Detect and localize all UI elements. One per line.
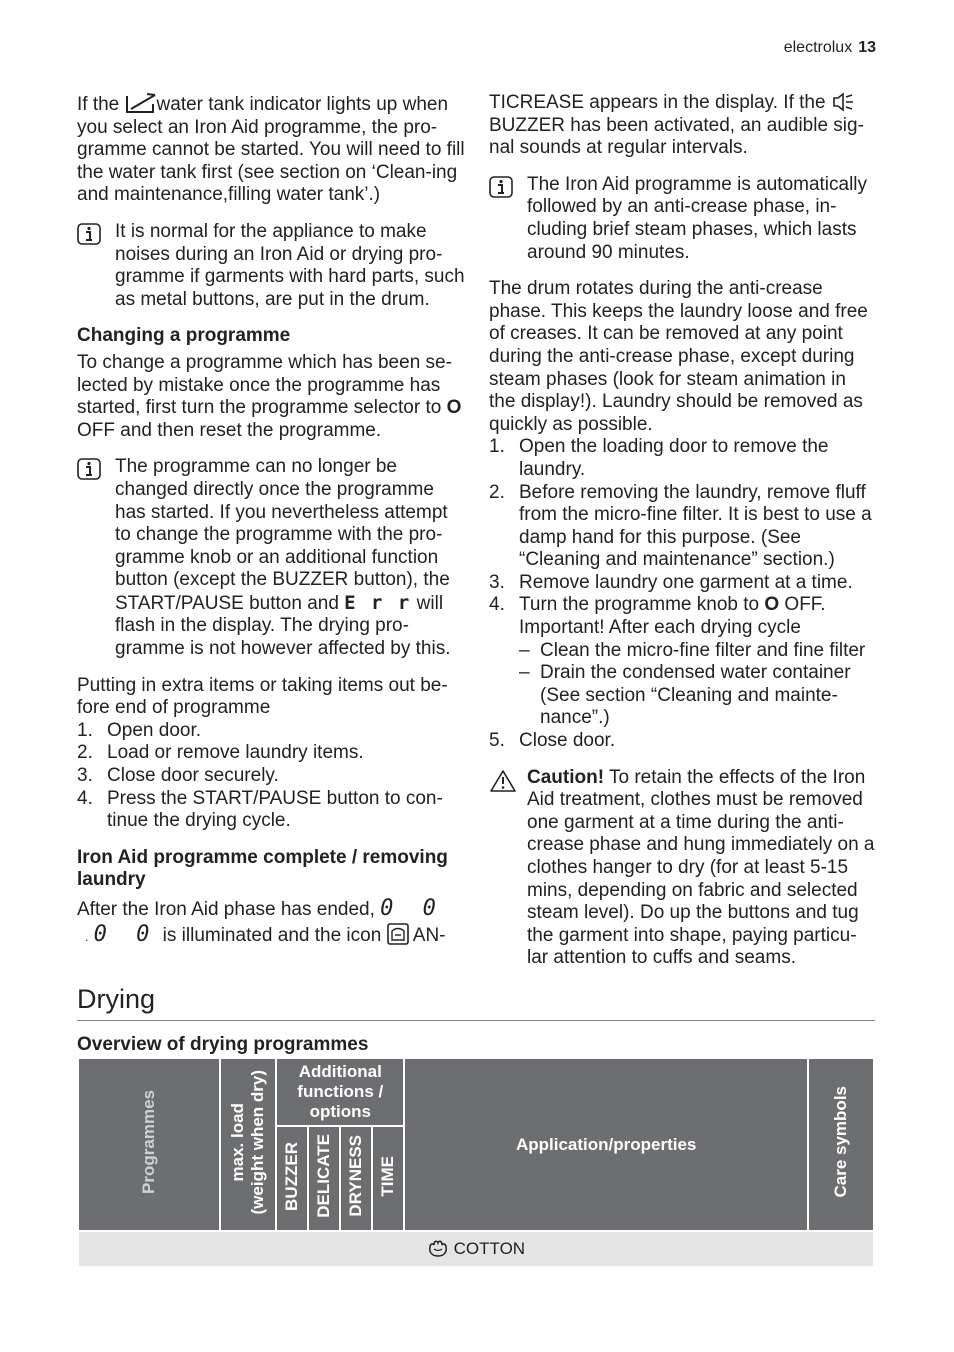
extra-items-paragraph: Putting in extra items or taking items out be-fore end of programme bbox=[77, 674, 448, 719]
list-item: – Clean the micro-fine filter and fine filter bbox=[519, 639, 866, 661]
section-title: Drying bbox=[77, 982, 875, 1021]
extra-items-steps bbox=[77, 720, 465, 833]
water-tank-paragraph: If the water tank indicator lights up when you select an Iron Aid programme, the pro-gramme cannot be started. You will need to fill the water tank first (see section on ‘Clean-ing and maintenance,filling water tank’.) bbox=[77, 94, 465, 206]
list-item: 3. Close door securely. bbox=[77, 765, 279, 787]
col-additional-functions: Additional functions / options bbox=[276, 1058, 404, 1126]
info-icon bbox=[77, 458, 101, 480]
col-programmes: Programmes bbox=[78, 1058, 220, 1231]
error-display-text: E r r bbox=[344, 591, 412, 614]
after-iron-aid-paragraph: After the Iron Aid phase has ended, 0 0 . 0 0 is illuminated and the icon AN- bbox=[77, 896, 446, 947]
info-note-anticrease: The Iron Aid programme is automatically followed by an anti-crease phase, in-cluding brief steam phases, which lasts around 90 minutes. bbox=[489, 174, 877, 264]
caution-note: Caution! To retain the effects of the Iron Aid treatment, clothes must be removed one garment at a time during the anti-crease phase and hung immediately on a clothes hanger to dry (for at least 5-15 mins, depending on fabric and selected steam level). Do up the buttons and tug the garment into shape, paying particu-lar attention to cuffs and seams. bbox=[489, 767, 877, 970]
heading-iron-aid-complete: Iron Aid programme complete / removing laundry bbox=[77, 846, 448, 891]
list-item: – Drain the condensed water container (See section “Cleaning and mainte-nance”.) bbox=[519, 662, 851, 729]
list-item: 3. Remove laundry one garment at a time. bbox=[489, 571, 853, 593]
list-item: 5. Close door. bbox=[489, 730, 616, 752]
anticrease-icon bbox=[387, 923, 409, 945]
page-number: 13 bbox=[858, 39, 876, 56]
right-column bbox=[489, 92, 877, 984]
col-care-symbols: Care symbols bbox=[808, 1058, 874, 1231]
info-note-noise: It is normal for the appliance to make noises during an Iron Aid or drying pro-gramme if garments with hard parts, such as metal buttons, are put in the drum. bbox=[77, 221, 465, 311]
removal-steps bbox=[489, 436, 877, 752]
page-header bbox=[784, 37, 876, 60]
heading-changing-programme: Changing a programme bbox=[77, 325, 291, 347]
col-delicate: DELICATE bbox=[308, 1126, 340, 1231]
brand-name: electrolux bbox=[783, 39, 853, 56]
col-dryness: DRYNESS bbox=[340, 1126, 372, 1231]
change-paragraph: To change a programme which has been se-lected by mistake once the programme has started, first turn the programme selector to O OFF and then reset the programme. bbox=[77, 351, 462, 441]
list-item: 2. Before removing the laundry, remove fluff from the micro-fine filter. It is best to use a damp hand for this purpose. (See “Cleaning and maintenance” section.) bbox=[489, 481, 872, 571]
water-tank-icon bbox=[125, 92, 157, 114]
section-subtitle: Overview of drying programmes bbox=[77, 1034, 369, 1055]
info-icon bbox=[77, 223, 101, 245]
col-application: Application/properties bbox=[404, 1058, 808, 1231]
drum-rotates-paragraph: The drum rotates during the anti-crease phase. This keeps the laundry loose and free of creases. It can be removed at any point during the anti-crease phase, except during steam phases (look for steam animation in the display!). Laundry should be removed as quickly as possible. bbox=[489, 278, 868, 435]
after-cycle-list bbox=[519, 640, 877, 730]
list-item: 4. Press the START/PAUSE button to con-tinue the drying cycle. bbox=[77, 787, 443, 832]
info-note-change: The programme can no longer be changed directly once the programme has started. If you nevertheless attempt to change the programme with the pro-gramme knob or an additional function button (except the BUZZER button), the START/PAUSE button and E r r will flash in the display. The drying pro-gramme is not however affected by this. bbox=[77, 456, 465, 660]
buzzer-icon bbox=[831, 92, 855, 112]
cotton-row: COTTON bbox=[78, 1231, 874, 1267]
col-time: TIME bbox=[372, 1126, 404, 1231]
list-item: 4. Turn the programme knob to O OFF. Important! After each drying cycle – Clean the micro-fine filter and fine filter – Drain the condensed water container (See section “Cleaning and mainte-nance”.) bbox=[489, 594, 877, 730]
list-item: 1. Open the loading door to remove the laundry. bbox=[489, 436, 829, 480]
display-digits-1: 0 0 bbox=[380, 896, 444, 921]
info-icon bbox=[489, 176, 513, 198]
list-item: 2. Load or remove laundry items. bbox=[77, 742, 364, 764]
warning-triangle-icon bbox=[489, 769, 517, 793]
list-item: 1. Open door. bbox=[77, 719, 202, 741]
cotton-icon bbox=[427, 1238, 449, 1258]
col-buzzer: BUZZER bbox=[276, 1126, 308, 1231]
drying-programmes-table bbox=[77, 1057, 875, 1268]
anticrease-paragraph: TICREASE appears in the display. If the BUZZER has been activated, an audible sig-nal sounds at regular intervals. bbox=[489, 92, 864, 159]
display-dot: . bbox=[85, 930, 89, 944]
col-max-load: max. load (weight when dry) bbox=[220, 1058, 276, 1231]
drying-section bbox=[77, 982, 875, 1061]
display-digits-2: 0 0 bbox=[93, 922, 158, 947]
left-column bbox=[77, 92, 465, 964]
